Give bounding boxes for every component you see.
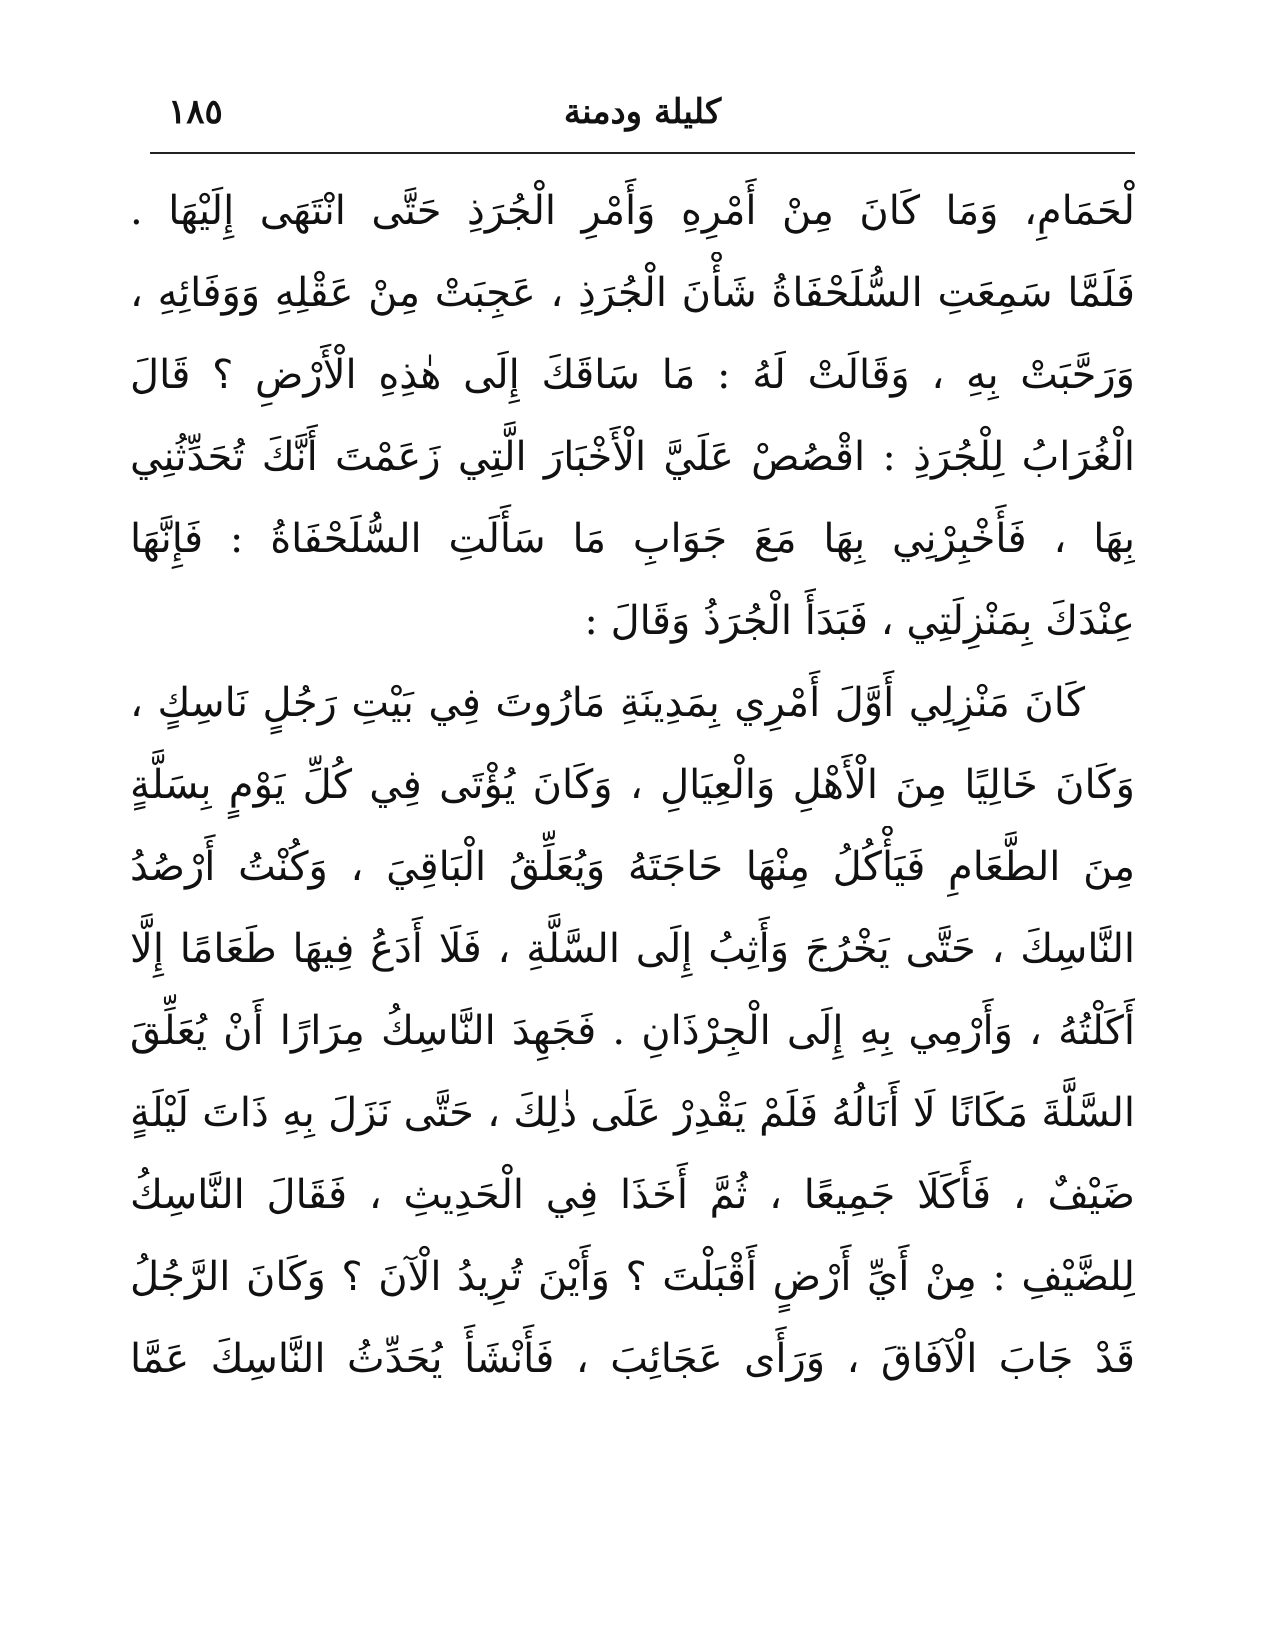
text-line: مِنَ الطَّعَامِ فَيَأْكُلُ مِنْهَا حَاجَتَهُ وَيُعَلِّقُ الْبَاقِيَ ، وَكُنْتُ أَرْصُدُ [130,844,1135,890]
text-line: فَلَمَّا سَمِعَتِ السُّلَحْفَاةُ شَأْنَ الْجُرَذِ ، عَجِبَتْ مِنْ عَقْلِهِ وَوَفَائِهِ ، [130,270,1135,316]
text-line: بِهَا ، فَأَخْبِرْنِي بِهَا مَعَ جَوَابِ مَا سَأَلَتِ السُّلَحْفَاةُ : فَإِنَّهَا [130,516,1135,562]
text-line: أَكَلْتُهُ ، وَأَرْمِي بِهِ إِلَى الْجِرْذَانِ . فَجَهِدَ النَّاسِكُ مِرَارًا أَنْ يُعَلِّقَ [130,1008,1135,1054]
text-line: النَّاسِكَ ، حَتَّى يَخْرُجَ وَأَثِبُ إِلَى السَّلَّةِ ، فَلَا أَدَعُ فِيهَا طَعَامًا إِلَّا [130,926,1135,972]
text-line: عِنْدَكَ بِمَنْزِلَتِي ، فَبَدَأَ الْجُرَذُ وَقَالَ : [584,598,1135,644]
text-line: لْحَمَامِ، وَمَا كَانَ مِنْ أَمْرِهِ وَأَمْرِ الْجُرَذِ حَتَّى انْتَهَى إِلَيْهَا . [130,188,1135,234]
text-line: قَدْ جَابَ الْآفَاقَ ، وَرَأَى عَجَائِبَ ، فَأَنْشَأَ يُحَدِّثُ النَّاسِكَ عَمَّا [130,1336,1135,1382]
body-text [130,170,1135,1400]
text-line: السَّلَّةَ مَكَانًا لَا أَنَالُهُ فَلَمْ يَقْدِرْ عَلَى ذٰلِكَ ، حَتَّى نَزَلَ بِهِ ذَاتَ لَيْلَةٍ [130,1090,1135,1136]
page-header [150,88,1135,148]
text-line: ضَيْفٌ ، فَأَكَلَا جَمِيعًا ، ثُمَّ أَخَذَا فِي الْحَدِيثِ ، فَقَالَ النَّاسِكُ [130,1172,1135,1218]
text-line: وَرَحَّبَتْ بِهِ ، وَقَالَتْ لَهُ : مَا سَاقَكَ إِلَى هٰذِهِ الْأَرْضِ ؟ قَالَ [130,352,1135,398]
text-line: كَانَ مَنْزِلِي أَوَّلَ أَمْرِي بِمَدِينَةِ مَارُوتَ فِي بَيْتِ رَجُلٍ نَاسِكٍ ، [130,680,1085,726]
text-line: لِلضَّيْفِ : مِنْ أَيِّ أَرْضٍ أَقْبَلْتَ ؟ وَأَيْنَ تُرِيدُ الْآنَ ؟ وَكَانَ الرَّجُلُ [130,1254,1135,1300]
text-line: الْغُرَابُ لِلْجُرَذِ : اقْصُصْ عَلَيَّ الْأَخْبَارَ الَّتِي زَعَمْتَ أَنَّكَ تُحَدِّثُنِي [130,434,1135,480]
text-line: وَكَانَ خَالِيًا مِنَ الْأَهْلِ وَالْعِيَالِ ، وَكَانَ يُؤْتَى فِي كُلِّ يَوْمٍ بِسَلَّةٍ [130,762,1135,808]
header-rule [150,152,1135,154]
running-title: كليلة ودمنة [563,92,722,132]
page-number: ١٨٥ [168,92,223,132]
